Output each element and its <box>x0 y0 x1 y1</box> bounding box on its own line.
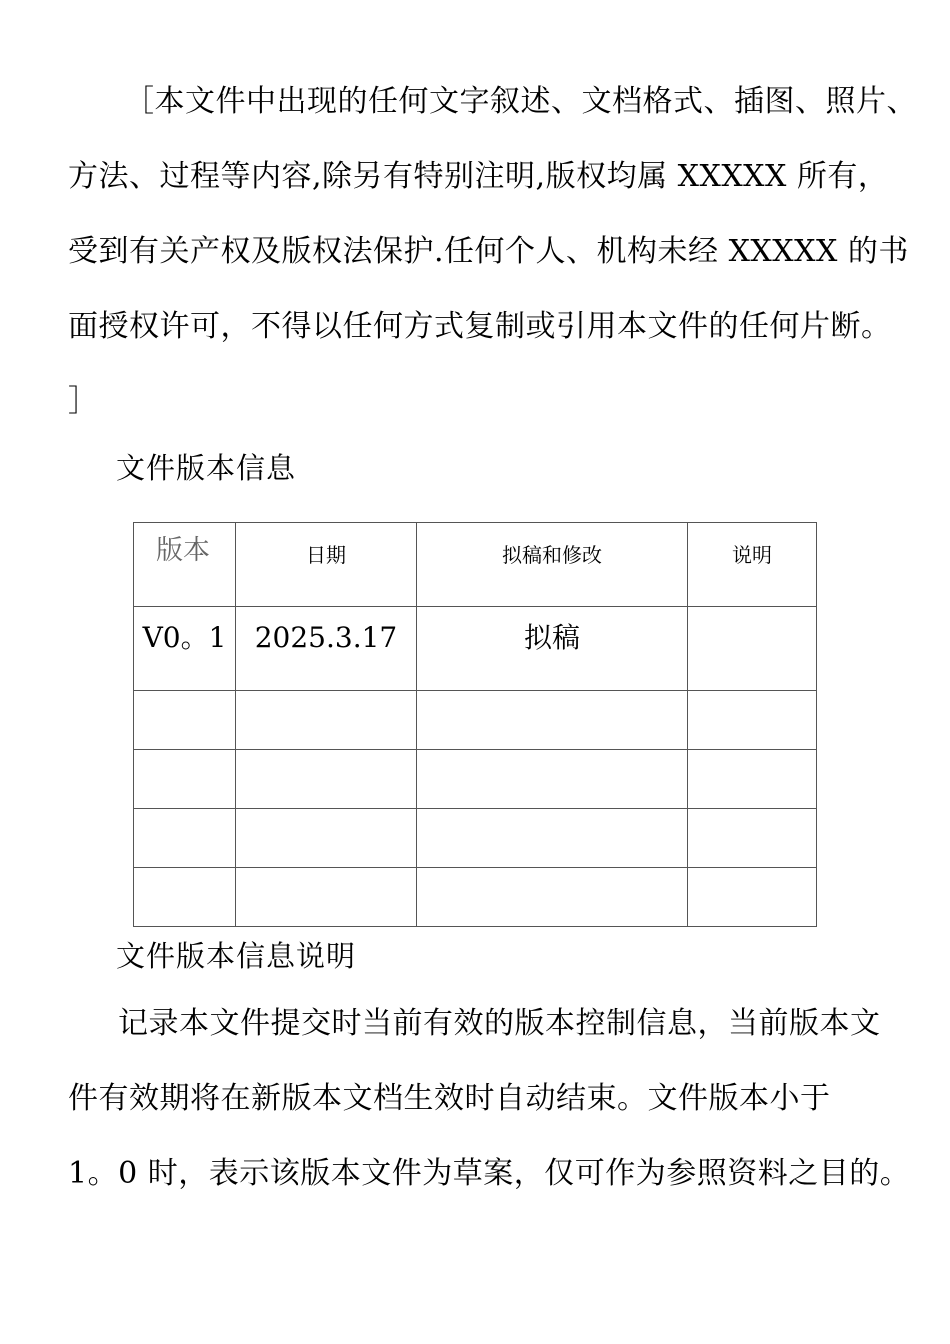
table-cell: 拟稿 <box>417 607 688 691</box>
table-cell <box>688 691 817 750</box>
table-cell <box>688 868 817 927</box>
table-cell <box>688 750 817 809</box>
table-cell <box>688 809 817 868</box>
table-cell <box>134 809 236 868</box>
table-cell <box>236 750 417 809</box>
table-row <box>134 750 817 809</box>
table-cell <box>417 809 688 868</box>
notice-line: 面授权许可，不得以任何方式复制或引用本文件的任何片断。 <box>68 309 892 344</box>
notice-line: 方法、过程等内容,除另有特别注明,版权均属 XXXXX 所有， <box>68 159 889 194</box>
table-cell <box>688 607 817 691</box>
table-cell <box>417 868 688 927</box>
table-cell <box>417 750 688 809</box>
notes-line: 1。0 时，表示该版本文件为草案，仅可作为参照资料之目的。 <box>68 1156 911 1191</box>
header-cell-version: 版本 <box>134 523 236 607</box>
header-cell-author: 拟稿和修改 <box>417 523 688 607</box>
table-row <box>134 607 817 691</box>
table-row <box>134 809 817 868</box>
header-cell-notes: 说明 <box>688 523 817 607</box>
header-cell-date: 日期 <box>236 523 417 607</box>
table-row <box>134 868 817 927</box>
table-cell <box>236 691 417 750</box>
version-info-heading: 文件版本信息 <box>116 451 297 485</box>
table-cell <box>236 809 417 868</box>
table-cell <box>134 691 236 750</box>
notice-line: ［本文件中出现的任何文字叙述、文档格式、插图、照片、 <box>124 84 917 119</box>
version-notes-heading: 文件版本信息说明 <box>116 939 357 973</box>
table-cell: 2025.3.17 <box>236 607 417 691</box>
table-cell <box>417 691 688 750</box>
table-cell <box>134 868 236 927</box>
notes-line: 件有效期将在新版本文档生效时自动结束。文件版本小于 <box>68 1081 831 1116</box>
table-cell <box>236 868 417 927</box>
notice-line: ］ <box>68 384 99 419</box>
table-cell <box>134 750 236 809</box>
notice-line: 受到有关产权及版权法保护.任何个人、机构未经 XXXXX 的书 <box>68 234 909 269</box>
table-cell: V0。1 <box>134 607 236 691</box>
table-header-row <box>134 523 817 607</box>
table-row <box>134 691 817 750</box>
notes-line: 记录本文件提交时当前有效的版本控制信息，当前版本文 <box>118 1006 881 1041</box>
version-table <box>133 522 817 927</box>
